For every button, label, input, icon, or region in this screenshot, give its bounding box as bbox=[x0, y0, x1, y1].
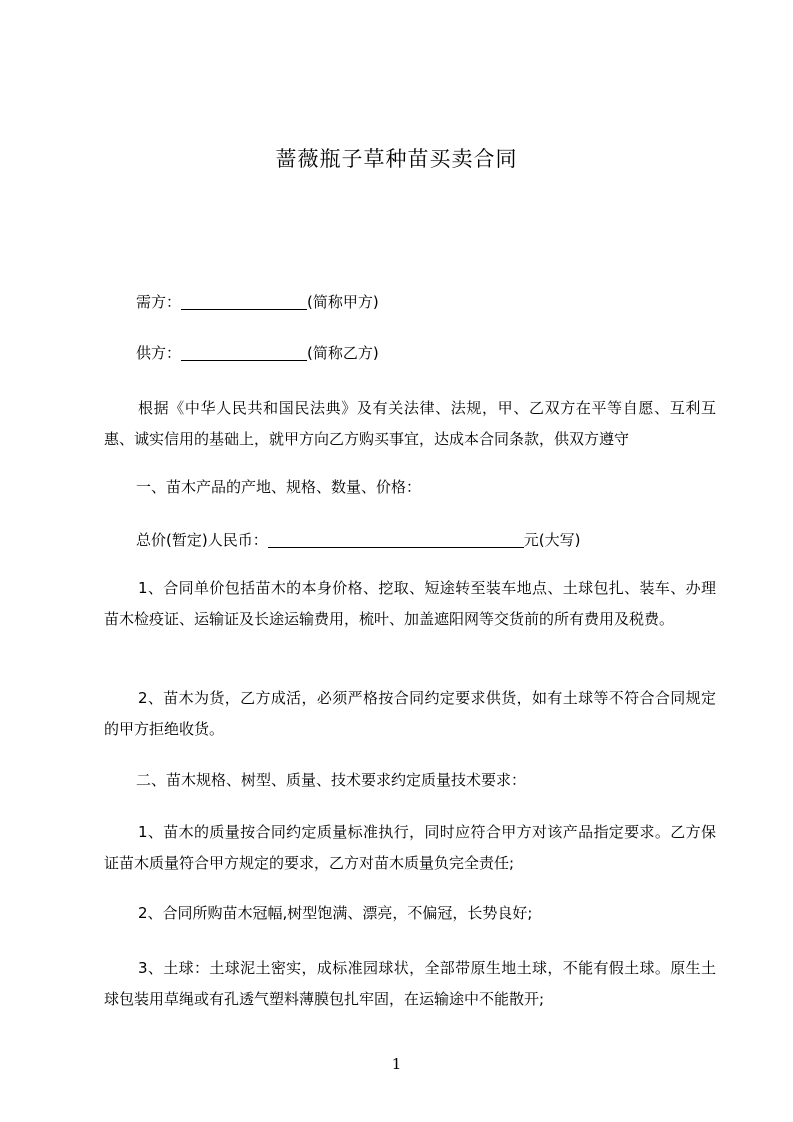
buyer-line bbox=[104, 287, 716, 318]
section1-heading: 一、苗木产品的产地、规格、数量、价格： bbox=[136, 478, 422, 496]
page-number: 1 bbox=[391, 1055, 402, 1073]
total-price-line bbox=[104, 525, 716, 556]
total-price-suffix: 元(大写) bbox=[523, 531, 581, 549]
seller-line bbox=[104, 338, 716, 369]
clause-1-2: 2、苗木为货，乙方成活，必须严格按合同约定要求供货，如有土球等不符合合同规定的甲方拒绝收货。 bbox=[104, 689, 716, 738]
clause-2-1: 1、苗木的质量按合同约定质量标准执行，同时应符合甲方对该产品指定要求。乙方保证苗木质量符合甲方规定的要求，乙方对苗木质量负完全责任; bbox=[104, 823, 716, 872]
buyer-blank-line bbox=[181, 293, 307, 310]
clause-2-2: 2、合同所购苗木冠幅,树型饱满、漂亮，不偏冠，长势良好; bbox=[138, 904, 533, 922]
buyer-label: 需方： bbox=[136, 293, 182, 311]
total-price-blank-line bbox=[268, 531, 524, 548]
section2-heading: 二、苗木规格、树型、质量、技术要求约定质量技术要求： bbox=[136, 771, 527, 789]
document-title: 蔷薇瓶子草种苗买卖合同 bbox=[275, 147, 518, 171]
total-price-label: 总价(暂定)人民币： bbox=[136, 531, 268, 549]
seller-blank-line bbox=[181, 344, 307, 361]
preamble-paragraph: 根据《中华人民共和国民法典》及有关法律、法规，甲、乙双方在平等自愿、互利互惠、诚实信用的基础上，就甲方向乙方购买事宜，达成本合同条款，供双方遵守 bbox=[104, 399, 716, 448]
buyer-suffix: (简称甲方) bbox=[307, 293, 379, 311]
seller-label: 供方： bbox=[136, 344, 182, 362]
clause-2-3: 3、土球：土球泥土密实，成标准园球状，全部带原生地土球，不能有假土球。原生土球包装用草绳或有孔透气塑料薄膜包扎牢固，在运输途中不能散开; bbox=[104, 959, 716, 1008]
clause-1-1: 1、合同单价包括苗木的本身价格、挖取、短途转至装车地点、土球包扎、装车、办理苗木检疫证、运输证及长途运输费用，梳叶、加盖遮阳网等交货前的所有费用及税费。 bbox=[104, 579, 716, 628]
seller-suffix: (简称乙方) bbox=[307, 344, 379, 362]
